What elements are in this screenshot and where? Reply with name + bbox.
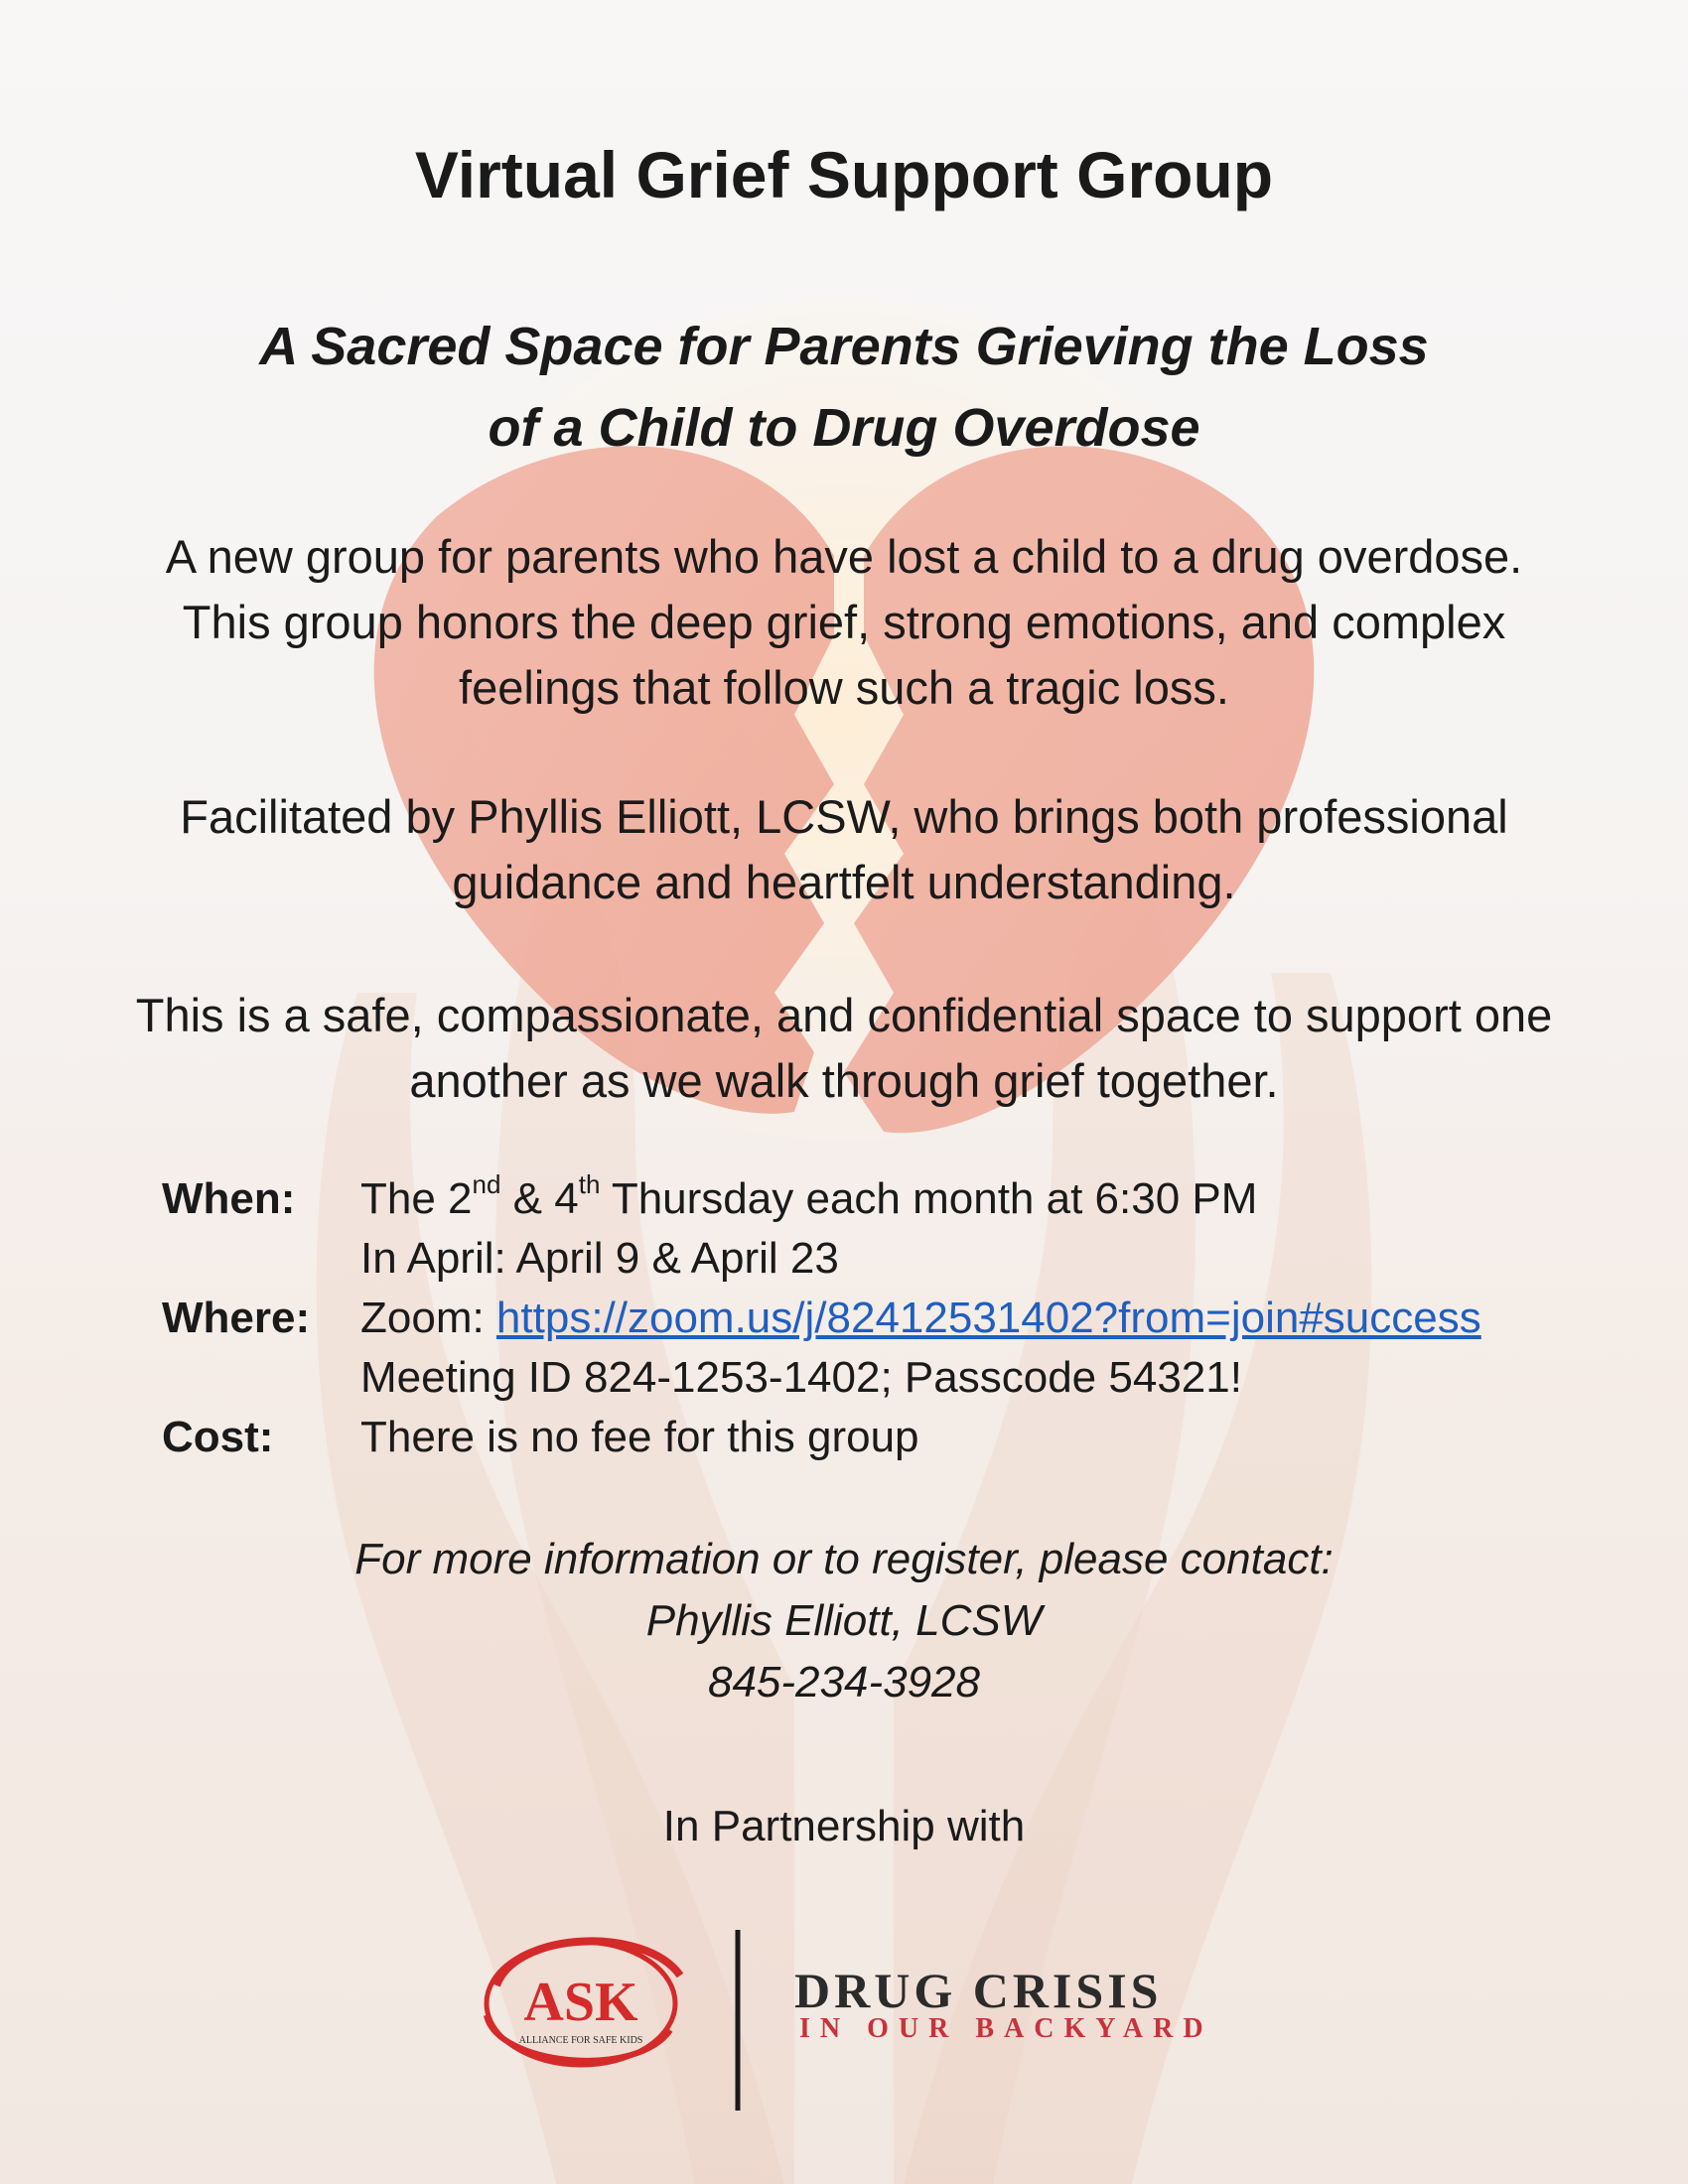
facilitator-line-1: Facilitated by Phyllis Elliott, LCSW, who brings both professional [180, 790, 1508, 843]
intro-line-2: This group honors the deep grief, strong emotions, and complex [182, 596, 1506, 648]
ask-logo-subtext: ALLIANCE FOR SAFE KIDS [518, 2035, 643, 2046]
when-sup-a: nd [472, 1169, 501, 1199]
facilitator-line-2: guidance and heartfelt understanding. [452, 856, 1236, 908]
when-value [360, 1169, 1257, 1229]
intro-line-3: feelings that follow such a tragic loss. [459, 661, 1229, 714]
where-prefix: Zoom: [360, 1294, 496, 1342]
intro-paragraph [0, 524, 1688, 721]
dcib-line-1: DRUG CRISIS [794, 1963, 1163, 2018]
cost-label: Cost: [162, 1413, 274, 1461]
subtitle-line-1: A Sacred Space for Parents Grieving the Loss [259, 317, 1429, 376]
meeting-id-passcode: Meeting ID 824-1253-1402; Passcode 54321! [360, 1353, 1242, 1402]
cost-value: There is no fee for this group [360, 1413, 919, 1461]
ask-logo [487, 1941, 680, 2065]
safe-space-line-1: This is a safe, compassionate, and confidential space to support one [135, 989, 1553, 1041]
drug-crisis-logo [794, 1963, 1213, 2044]
facilitator-paragraph [0, 784, 1688, 915]
contact-name: Phyllis Elliott, LCSW [645, 1596, 1043, 1645]
intro-line-1: A new group for parents who have lost a child to a drug overdose. [165, 530, 1523, 583]
zoom-link[interactable]: https://zoom.us/j/82412531402?from=join#success [495, 1294, 1481, 1342]
page-title: Virtual Grief Support Group [414, 138, 1274, 211]
contact-intro: For more information or to register, please contact: [354, 1535, 1334, 1583]
dcib-line-2: IN OUR BACKYARD [799, 2013, 1213, 2044]
when-text-c: Thursday each month at 6:30 PM [600, 1174, 1258, 1223]
partner-logos [457, 1916, 1311, 2115]
when-text-a: The 2 [360, 1174, 473, 1223]
safe-space-paragraph [0, 983, 1688, 1114]
page-subtitle [0, 306, 1688, 469]
when-text-b: & 4 [500, 1174, 579, 1223]
safe-space-line-2: another as we walk through grief together. [409, 1054, 1279, 1107]
when-label: When: [162, 1174, 296, 1223]
contact-phone: 845-234-3928 [707, 1658, 980, 1706]
partnership-label: In Partnership with [662, 1802, 1026, 1850]
contact-info [0, 1529, 1688, 1713]
when-april-dates: In April: April 9 & April 23 [360, 1234, 839, 1283]
subtitle-line-2: of a Child to Drug Overdose [488, 398, 1200, 458]
ask-logo-text: ASK [523, 1972, 638, 2033]
when-sup-b: th [578, 1169, 601, 1199]
where-label: Where: [162, 1294, 311, 1342]
where-value [360, 1289, 1481, 1348]
